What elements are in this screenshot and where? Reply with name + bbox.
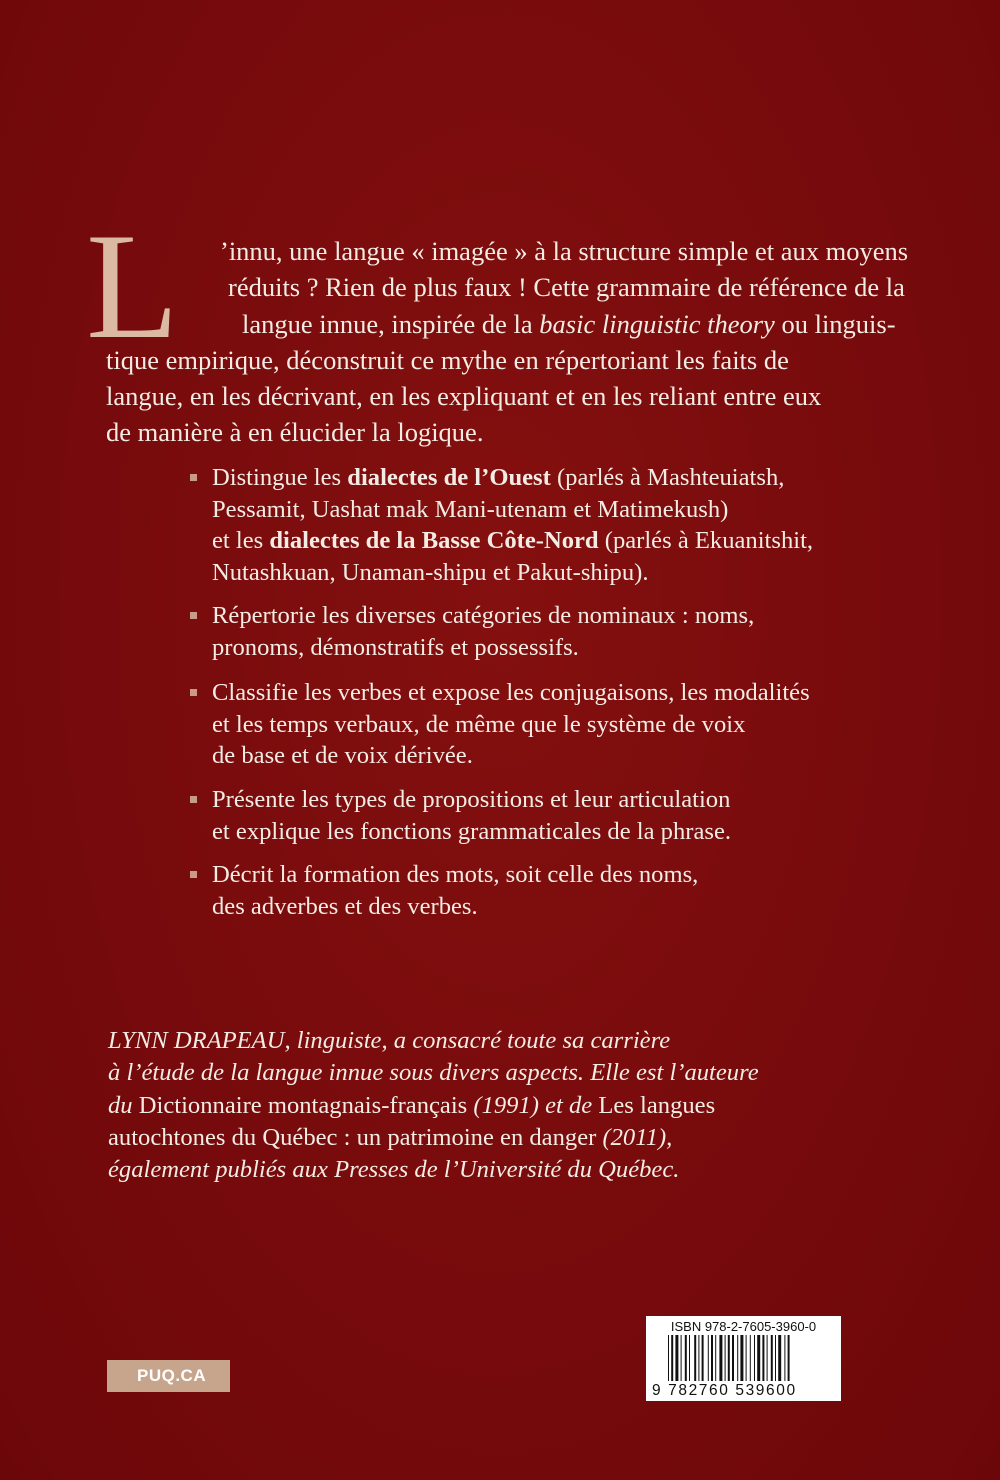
intro-line: ’innu, une langue « imagée » à la structure simple et aux moyens — [220, 236, 909, 266]
intro-paragraph — [106, 233, 909, 451]
barcode-bar — [719, 1335, 722, 1381]
barcode-bar — [694, 1335, 696, 1381]
barcode-bar — [767, 1335, 768, 1381]
isbn-label: ISBN 978-2-7605-3960-0 — [670, 1319, 817, 1334]
barcode-bar — [771, 1335, 773, 1381]
barcode-bar — [681, 1335, 682, 1381]
bold-term: dialectes de la Basse Côte-Nord — [269, 527, 599, 554]
intro-italic-term: basic linguistic theory — [539, 308, 775, 339]
list-item: Présente les types de propositions et leur articulation et explique les fonctions grammaticales de la phrase. — [190, 784, 731, 847]
barcode-bar — [762, 1335, 764, 1381]
list-item: Répertorie les diverses catégories de nominaux : noms, pronoms, démonstratifs et possessifs. — [190, 600, 754, 663]
barcode-digits: 9 782760 539600 — [652, 1382, 797, 1399]
publisher-badge: PUQ.CA — [107, 1360, 230, 1392]
barcode-bar — [740, 1335, 743, 1381]
intro-line: de manière à en élucider la logique. — [106, 417, 484, 448]
intro-line: tique empirique, déconstruit ce mythe en répertoriant les faits de — [106, 344, 789, 375]
barcode-bar — [675, 1335, 678, 1381]
book-title: Dictionnaire montagnais-français — [138, 1091, 468, 1119]
intro-line: réduits ? Rien de plus faux ! Cette grammaire de référence de la — [228, 272, 905, 303]
square-bullet-icon — [190, 474, 197, 481]
intro-line: langue, en les décrivant, en les expliquant et en les reliant entre eux — [106, 381, 822, 412]
barcode-bar — [715, 1335, 716, 1381]
barcode-bar — [668, 1335, 669, 1381]
barcode-bar — [757, 1335, 760, 1381]
list-item: Décrit la formation des mots, soit celle des noms, des adverbes et des verbes. — [190, 859, 698, 922]
author-bio: LYNN DRAPEAU, linguiste, a consacré toute sa carrière à l’étude de la langue innue sous divers aspects. Elle est l’auteure du Dictionnaire montagnais-français (1991) et de Les langues autochtones du Québec : un patrimoine en danger (2011), également publiés aux Presses de l’Université du Québec. — [108, 1027, 759, 1184]
list-item: Distingue les dialectes de l’Ouest (parlés à Mashteuiatsh, Pessamit, Uashat mak Mani-utenam et Matimekush) et les dialectes de la Basse Côte-Nord (parlés à Ekuanitshit, Nutashkuan, Unaman-shipu et Pakut-shipu). — [190, 462, 813, 588]
barcode-bar — [737, 1335, 738, 1381]
barcode-bar — [702, 1335, 704, 1381]
list-item: Classifie les verbes et expose les conjugaisons, les modalités et les temps verbaux, de même que le système de voix de base et de voix dérivée. — [190, 677, 810, 772]
barcode-bar — [671, 1335, 673, 1381]
barcode-bar — [775, 1335, 776, 1381]
square-bullet-icon — [190, 796, 197, 803]
barcode-bar — [750, 1335, 751, 1381]
barcode-bar — [708, 1335, 709, 1381]
barcode-bar — [784, 1335, 785, 1381]
bold-term: dialectes de l’Ouest — [347, 464, 551, 491]
isbn-barcode — [646, 1316, 841, 1401]
book-title: autochtones du Québec : un patrimoine en danger — [108, 1123, 597, 1151]
barcode-bar — [754, 1335, 755, 1381]
square-bullet-icon — [190, 871, 197, 878]
book-title: Les langues — [598, 1091, 716, 1119]
intro-line: langue innue, inspirée de la basic linguistic theory ou linguis- — [242, 308, 896, 339]
barcode-bar — [725, 1335, 726, 1381]
barcode-bar — [689, 1335, 690, 1381]
square-bullet-icon — [190, 689, 197, 696]
barcode-bar — [732, 1335, 734, 1381]
barcode-bar — [685, 1335, 687, 1381]
barcode-icon — [668, 1335, 828, 1381]
barcode-bar — [698, 1335, 699, 1381]
barcode-bar — [778, 1335, 781, 1381]
barcode-bar — [746, 1335, 747, 1381]
barcode-bar — [728, 1335, 730, 1381]
drop-cap-letter: L — [86, 202, 179, 370]
barcode-bar — [788, 1335, 790, 1381]
barcode-bar — [711, 1335, 713, 1381]
square-bullet-icon — [190, 612, 197, 619]
